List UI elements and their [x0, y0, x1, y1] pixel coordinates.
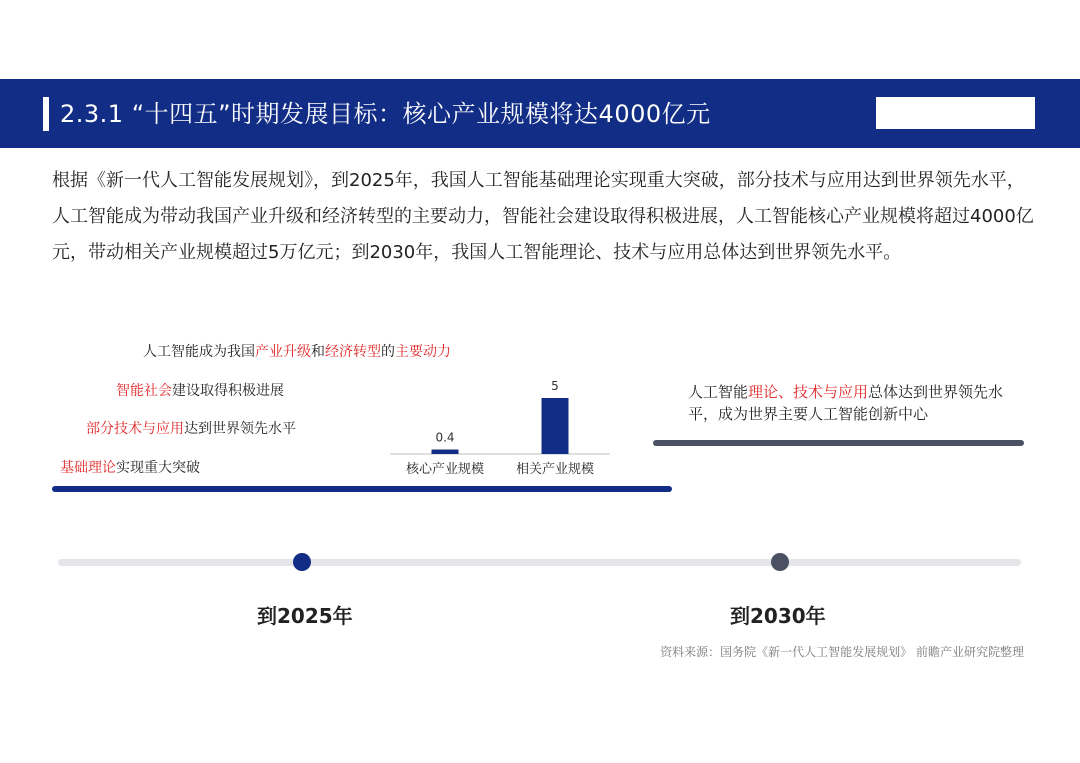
timeline-label-2025: 到2025年 [257, 604, 353, 628]
goals-2025-underline [52, 486, 672, 492]
banner-accent-bar [43, 97, 49, 131]
intro-paragraph: 根据《新一代人工智能发展规划》，到2025年，我国人工智能基础理论实现重大突破，部分技术与应用达到世界领先水平，人工智能成为带动我国产业升级和经济转型的主要动力，智能社会建设取得积极进展，人工智能核心产业规模将超过4000亿元，带动相关产业规模超过5万亿元；到2030年，我国人工智能理论、技术与应用总体达到世界领先水平。 [52, 170, 1034, 263]
chart-bar-1 [432, 450, 459, 454]
goal1-highlight-industry: 产业升级 [255, 344, 311, 360]
goal1-mid: 和 [311, 344, 325, 360]
goal-basic-theory [60, 457, 200, 477]
goal2030-highlight: 理论、技术与应用 [748, 383, 869, 401]
goals-2030-underline [653, 440, 1024, 446]
chart-category-label-2: 相关产业规模 [515, 462, 595, 477]
goal4-highlight: 基础理论 [60, 460, 116, 476]
goal2030-prefix: 人工智能 [688, 383, 749, 401]
goal-tech-application [86, 418, 296, 438]
goal1-suffix: 的 [381, 344, 395, 360]
goal3-highlight: 部分技术与应用 [86, 421, 184, 437]
goal2030-suffix: 总体达到世界领先水平，成为世界主要人工智能创新中心 [688, 383, 1004, 423]
goal3-rest: 达到世界领先水平 [184, 421, 296, 437]
timeline-track [58, 559, 1021, 566]
chart-value-label-2: 5 [551, 379, 559, 393]
banner-blank-box [876, 97, 1035, 129]
goal1-highlight-economy: 经济转型 [325, 344, 381, 360]
chart-category-label-1: 核心产业规模 [405, 462, 485, 477]
goal-industry-driver [143, 341, 451, 361]
goal1-prefix: 人工智能成为我国 [143, 344, 255, 360]
goal-smart-society [116, 380, 284, 400]
page-title: 2.3.1 “十四五”时期发展目标：核心产业规模将达4000亿元 [60, 100, 711, 128]
header-banner [0, 79, 1080, 148]
goal2-rest: 建设取得积极进展 [172, 383, 284, 399]
goal1-highlight-driver: 主要动力 [395, 344, 451, 360]
chart-value-label-1: 0.4 [435, 430, 455, 445]
industry-scale-chart [380, 370, 620, 485]
goal4-rest: 实现重大突破 [116, 460, 200, 476]
goal-2030-text [688, 381, 1008, 425]
timeline-dot-2025 [293, 553, 311, 571]
timeline-label-2030: 到2030年 [730, 604, 826, 628]
chart-bar-2 [542, 398, 569, 454]
timeline-dot-2030 [771, 553, 789, 571]
goal2-highlight: 智能社会 [116, 383, 172, 399]
source-note: 资料来源：国务院《新一代人工智能发展规划》 前瞻产业研究院整理 [660, 645, 1024, 659]
